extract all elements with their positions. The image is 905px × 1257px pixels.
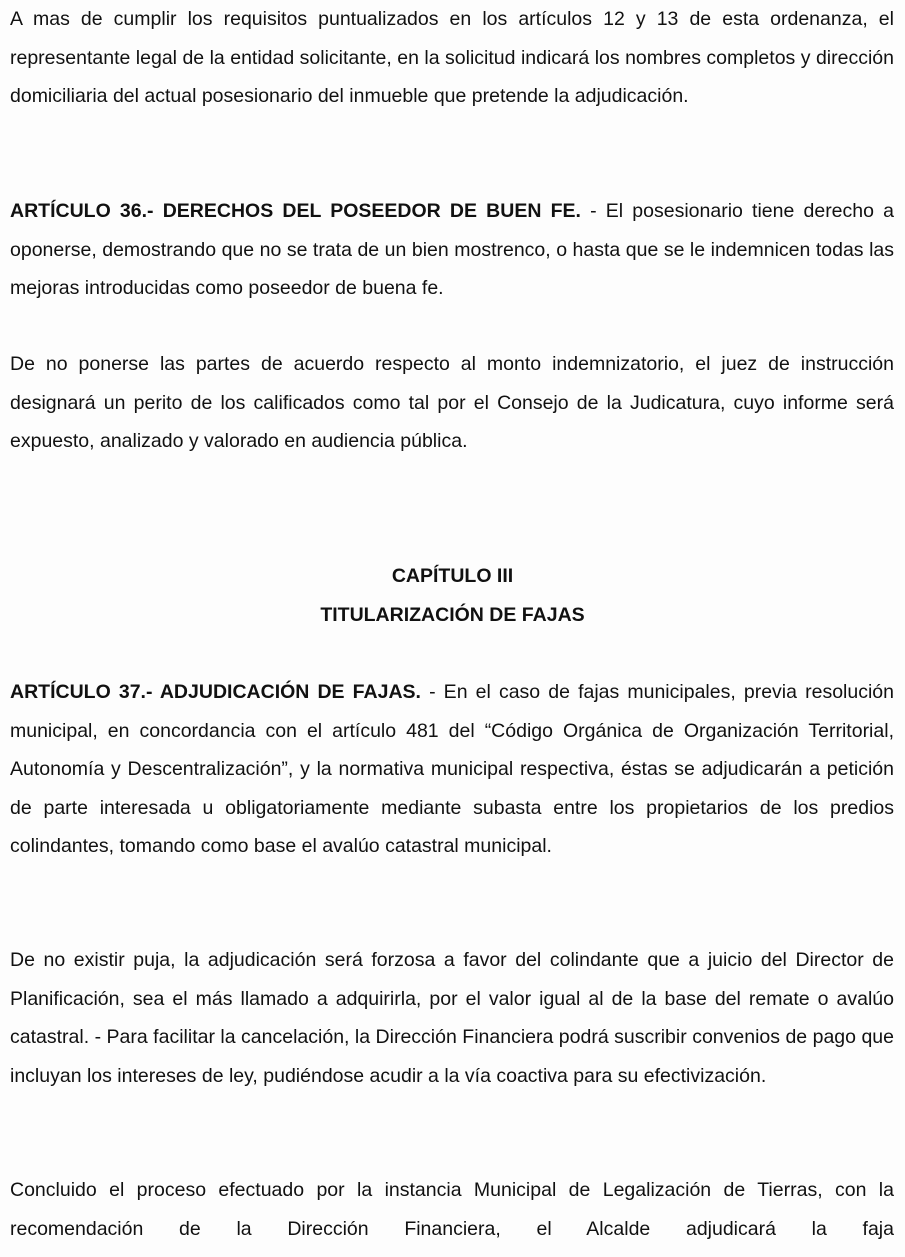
article-37-text: - En el caso de fajas municipales, previa resolución municipal, en concordancia con el artículo 481 del “Código Orgánica de Organización Territorial, Autonomía y Descentralización”, y la normativa municipal respectiva, éstas se adjudicarán a petición de parte interesada u obligatoriamente mediante subasta entre los propietarios de los predios colindantes, tomando como base el avalúo catastral municipal. (10, 681, 894, 857)
paragraph-puja: De no existir puja, la adjudicación será forzosa a favor del colindante que a juicio del Director de Planificación, sea el más llamado a adquirirla, por el valor igual al de la base del remate o avalúo catastral. - Para facilitar la cancelación, la Dirección Financiera podrá suscribir convenios de pago que incluyan los intereses de ley, pudiéndose acudir a la vía coactiva para su efectivización. (10, 949, 894, 1087)
article-37-paragraph (10, 673, 894, 866)
paragraph-indemnizacion: De no ponerse las partes de acuerdo respecto al monto indemnizatorio, el juez de instrucción designará un perito de los calificados como tal por el Consejo de la Judicatura, cuyo informe será expuesto, analizado y valorado en audiencia pública. (10, 353, 894, 452)
paragraph-requisitos: A mas de cumplir los requisitos puntualizados en los artículos 12 y 13 de esta ordenanza, el representante legal de la entidad solicitante, en la solicitud indicará los nombres completos y dirección domiciliaria del actual posesionario del inmueble que pretende la adjudicación. (10, 8, 894, 107)
chapter-title: TITULARIZACIÓN DE FAJAS (320, 604, 585, 626)
paragraph-conclusion: Concluido el proceso efectuado por la instancia Municipal de Legalización de Tierras, con la recomendación de la Dirección Financiera, el Alcalde adjudicará la faja (10, 1179, 894, 1240)
article-36-heading: ARTÍCULO 36.- DERECHOS DEL POSEEDOR DE BUEN FE. (10, 200, 581, 222)
article-37-heading: ARTÍCULO 37.- ADJUDICACIÓN DE FAJAS. (10, 681, 421, 703)
chapter-number: CAPÍTULO III (391, 565, 514, 587)
article-36-paragraph (10, 192, 894, 308)
article-36-text: - El posesionario tiene derecho a oponerse, demostrando que no se trata de un bien mostrenco, o hasta que se le indemnicen todas las mejoras introducidas como poseedor de buena fe. (10, 200, 894, 299)
